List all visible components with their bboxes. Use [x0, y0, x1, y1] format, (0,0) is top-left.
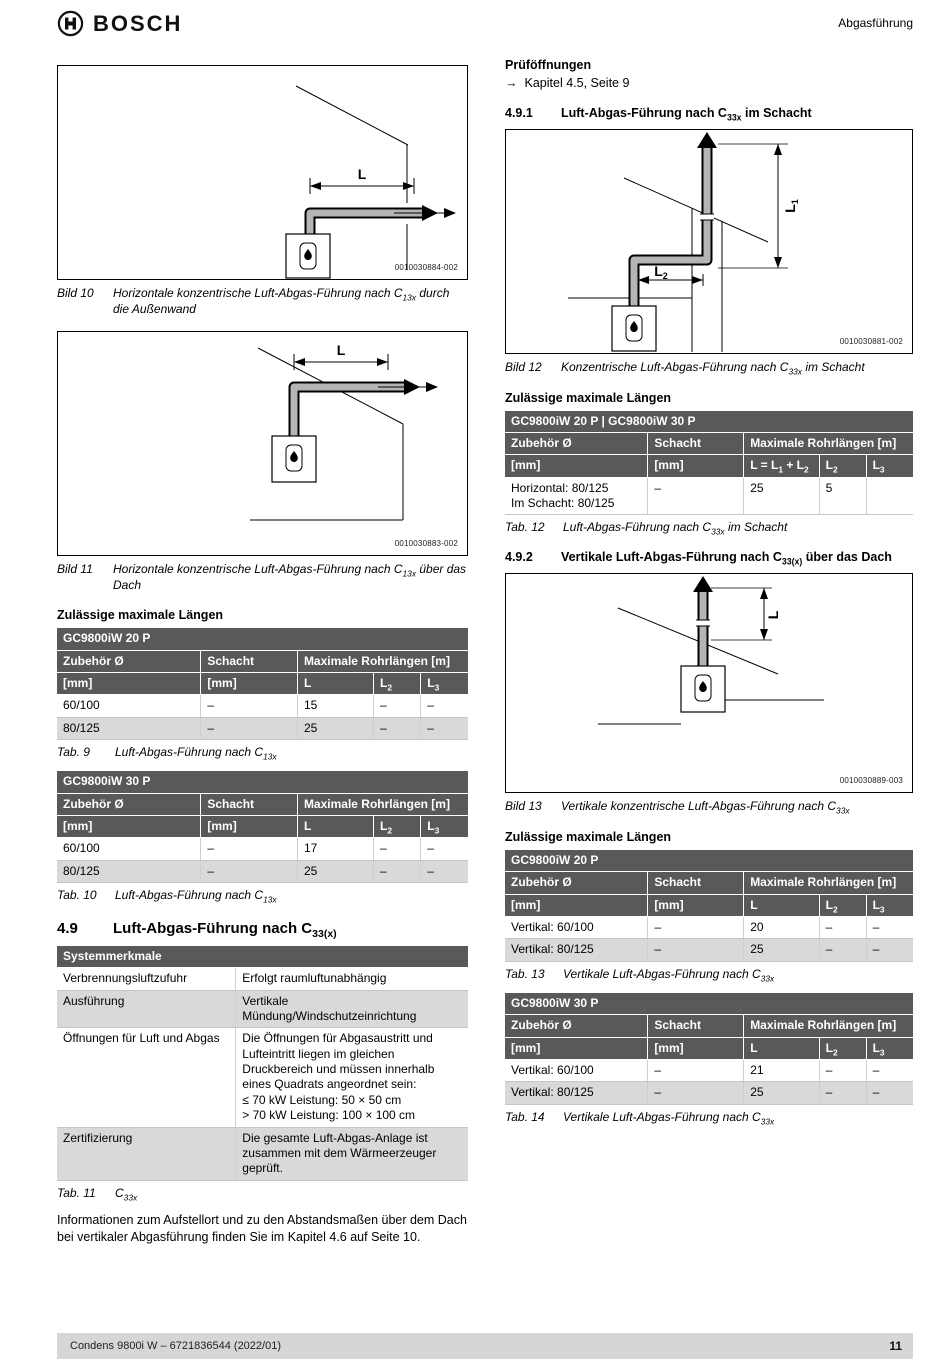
cell: –: [866, 939, 913, 961]
table-row: [57, 860, 468, 882]
cell: Die gesamte Luft-Abgas-Anlage ist zusammen mit dem Wärmeerzeuger geprüft.: [236, 1127, 468, 1180]
table-row: [505, 477, 913, 515]
running-header: Abgasführung: [838, 16, 913, 30]
cell: Vertikal: 80/125: [505, 1082, 648, 1104]
cell: –: [648, 1059, 744, 1081]
col-header: Schacht: [648, 872, 744, 894]
bosch-logo: [57, 10, 182, 37]
cell: –: [201, 695, 298, 717]
cell: [866, 477, 913, 515]
cell: Öffnungen für Luft und Abgas: [57, 1028, 236, 1127]
table-row: [57, 1127, 468, 1180]
cell: 20: [744, 917, 819, 939]
cross-reference: [505, 76, 913, 90]
exhaust-arrow-icon: [444, 208, 456, 218]
left-column: [57, 56, 468, 1245]
exhaust-arrow-icon: [697, 132, 717, 148]
cell: –: [421, 717, 468, 739]
unit-header: $L = L_1 + L_2$: [744, 455, 819, 477]
cell: –: [648, 477, 744, 515]
figure-13-caption: Bild 13 Vertikale konzentrische Luft-Abgas-Führung nach $C_{33x}$: [505, 799, 850, 816]
page-footer: [57, 1333, 913, 1359]
dimension-label-L: L: [765, 611, 781, 620]
cell: 80/125: [57, 860, 201, 882]
unit-header: L: [744, 894, 819, 916]
table-row: [505, 1082, 913, 1104]
cell: –: [819, 1082, 866, 1104]
cell: –: [373, 717, 420, 739]
col-header: Maximale Rohrlängen [m]: [744, 872, 913, 894]
cell: 25: [297, 717, 373, 739]
cell: –: [866, 1059, 913, 1081]
table-row: [57, 968, 468, 990]
cell: –: [866, 1082, 913, 1104]
cell: –: [819, 917, 866, 939]
section-4-9-1-heading: 4.9.1 Luft-Abgas-Führung nach $C_{33x}$ im Schacht: [505, 106, 812, 123]
figure-13: [505, 573, 913, 793]
col-header: Schacht: [201, 793, 298, 815]
cell: –: [648, 939, 744, 961]
unit-header: L: [297, 673, 373, 695]
section-4-9-2-heading: 4.9.2 Vertikale Luft-Abgas-Führung nach $C_{33(x)}$ über das Dach: [505, 550, 892, 567]
unit-header: $L_3$: [866, 894, 913, 916]
cell: –: [819, 1059, 866, 1081]
cell: –: [201, 717, 298, 739]
unit-header: [mm]: [201, 673, 298, 695]
cell: 17: [297, 838, 373, 860]
cell: 21: [744, 1059, 819, 1081]
cross-reference-text: Kapitel 4.5, Seite 9: [524, 76, 630, 90]
unit-header: $L_2$: [373, 673, 420, 695]
table-tab13: [505, 850, 913, 962]
fig10-diagram: [58, 66, 467, 279]
cell: –: [648, 1082, 744, 1104]
table-tab13-caption: Tab. 13 Vertikale Luft-Abgas-Führung nach $C_{33x}$: [505, 966, 775, 984]
cell: –: [421, 860, 468, 882]
flue-pipe: [294, 387, 404, 436]
col-header: Zubehör Ø: [57, 650, 201, 672]
figure-code: 0010030889-003: [839, 776, 903, 786]
col-header: Schacht: [648, 432, 744, 454]
cell: 60/100: [57, 695, 201, 717]
heading-max-lengths: Zulässige maximale Längen: [505, 829, 672, 844]
cell: –: [373, 838, 420, 860]
table-row: [57, 717, 468, 739]
cell: 25: [744, 477, 819, 515]
col-header: Zubehör Ø: [505, 432, 648, 454]
unit-header: $L_3$: [421, 815, 468, 837]
heading-max-lengths: Zulässige maximale Längen: [57, 608, 224, 623]
table-tab10-caption: Tab. 10 Luft-Abgas-Führung nach $C_{13x}$: [57, 887, 277, 905]
col-header: Zubehör Ø: [505, 1015, 648, 1037]
table-row: [57, 695, 468, 717]
table-row: [505, 917, 913, 939]
info-paragraph: Informationen zum Aufstellort und zu den Abstandsmaßen über dem Dach bei vertikaler Abgasführung finden Sie im Kapitel 4.6 auf Seite 10.: [57, 1212, 467, 1244]
unit-header: [mm]: [57, 815, 201, 837]
unit-header: $L_3$: [866, 1037, 913, 1059]
cell: Zertifizierung: [57, 1127, 236, 1180]
figure-code: 0010030884-002: [394, 263, 458, 272]
table-tab11: [57, 946, 468, 1181]
cell: Die Öffnungen für Abgasaustritt und Lufteintritt liegen im gleichen Druckbereich und müssen innerhalb eines Quadrats angeordnet sein: ≤ 70 kW Leistung: 50 × 50 cm > 70 kW Leistung: 100 × 100 cm: [236, 1028, 468, 1127]
arrow-icon: →: [505, 76, 518, 90]
table-tab14: [505, 993, 913, 1105]
cell: Verbrennungsluftzufuhr: [57, 968, 236, 990]
unit-header: $L_2$: [819, 894, 866, 916]
cell: 15: [297, 695, 373, 717]
col-header: Schacht: [201, 650, 298, 672]
figure-12: [505, 129, 913, 354]
dimension-label-L2: $L_2$: [654, 263, 668, 281]
cell: 25: [744, 1082, 819, 1104]
table-row: [57, 838, 468, 860]
unit-header: [mm]: [648, 455, 744, 477]
fig12-diagram: [506, 130, 912, 353]
cell: 5: [819, 477, 866, 515]
heading-max-lengths: Zulässige maximale Längen: [505, 390, 672, 405]
unit-header: [mm]: [505, 894, 648, 916]
figure-code: 0010030881-002: [839, 337, 903, 346]
table-row: [505, 1059, 913, 1081]
unit-header: [mm]: [201, 815, 298, 837]
pruef-title: Prüföffnungen: [505, 58, 592, 72]
unit-header: [mm]: [505, 455, 648, 477]
unit-header: L: [297, 815, 373, 837]
unit-header: $L_3$: [866, 455, 913, 477]
col-header: Maximale Rohrlängen [m]: [297, 793, 468, 815]
cell: 25: [297, 860, 373, 882]
cell: –: [421, 838, 468, 860]
cell: Vertikale Mündung/Windschutzeinrichtung: [236, 990, 468, 1028]
unit-header: $L_3$: [421, 673, 468, 695]
cell: Vertikal: 60/100: [505, 1059, 648, 1081]
cell: –: [648, 917, 744, 939]
table-tab9: [57, 628, 468, 740]
unit-header: $L_2$: [819, 455, 866, 477]
fig13-diagram: [506, 574, 912, 792]
exhaust-arrow-icon: [426, 382, 438, 392]
figure-11-caption: Bild 11 Horizontale konzentrische Luft-Abgas-Führung nach $C_{13x}$ über das Dach: [57, 562, 467, 592]
page-number: 11: [889, 1339, 902, 1353]
table-tab12-caption: Tab. 12 Luft-Abgas-Führung nach $C_{33x}$ im Schacht: [505, 520, 788, 537]
figure-code: 0010030883-002: [394, 539, 458, 549]
table-tab10: [57, 771, 468, 883]
unit-header: $L_2$: [373, 815, 420, 837]
table-title: GC9800iW 30 P: [505, 993, 913, 1015]
table-title: GC9800iW 20 P: [505, 850, 913, 872]
cell: –: [421, 695, 468, 717]
exhaust-arrow-icon: [693, 576, 713, 592]
unit-header: [mm]: [57, 673, 201, 695]
cell: –: [819, 939, 866, 961]
bosch-anchor-icon: [57, 10, 84, 37]
cell: Ausführung: [57, 990, 236, 1028]
content-columns: [57, 56, 913, 1245]
page-header: [57, 10, 913, 37]
table-row: [57, 990, 468, 1028]
table-title: GC9800iW 30 P: [57, 771, 468, 793]
section-4-9-heading: 4.9 Luft-Abgas-Führung nach $C_{33(x)}$: [57, 919, 337, 940]
cell: –: [201, 860, 298, 882]
unit-header: L: [744, 1037, 819, 1059]
brand-name: BOSCH: [93, 10, 183, 36]
table-tab14-caption: Tab. 14 Vertikale Luft-Abgas-Führung nach $C_{33x}$: [505, 1109, 775, 1126]
table-title: GC9800iW 20 P: [57, 628, 468, 650]
col-header: Maximale Rohrlängen [m]: [744, 1015, 913, 1037]
figure-11: [57, 331, 468, 556]
cell: –: [866, 917, 913, 939]
table-title: Systemmerkmale: [57, 946, 468, 968]
figure-12-caption: Bild 12 Konzentrische Luft-Abgas-Führung nach $C_{33x}$ im Schacht: [505, 360, 865, 377]
dimension-label-L: L: [357, 166, 367, 182]
col-header: Maximale Rohrlängen [m]: [744, 432, 913, 454]
figure-10: [57, 65, 468, 280]
cell: –: [201, 838, 298, 860]
dimension-label-L: L: [336, 342, 346, 359]
table-row: [505, 939, 913, 961]
table-title: GC9800iW 20 P | GC9800iW 30 P: [505, 411, 913, 433]
col-header: Zubehör Ø: [505, 872, 648, 894]
table-row: [57, 1028, 468, 1127]
cell: Vertikal: 60/100: [505, 917, 648, 939]
cell: Horizontal: 80/125 Im Schacht: 80/125: [505, 477, 648, 515]
unit-header: [mm]: [648, 894, 744, 916]
table-tab9-caption: Tab. 9 Luft-Abgas-Führung nach $C_{13x}$: [57, 745, 277, 762]
unit-header: [mm]: [505, 1037, 648, 1059]
unit-header: $L_2$: [819, 1037, 866, 1059]
col-header: Maximale Rohrlängen [m]: [297, 650, 468, 672]
cell: Vertikal: 80/125: [505, 939, 648, 961]
figure-10-caption: Bild 10 Horizontale konzentrische Luft-Abgas-Führung nach $C_{13x}$ durch die Außenwand: [57, 286, 450, 316]
cell: Erfolgt raumluftunabhängig: [236, 968, 468, 990]
table-tab12: [505, 411, 913, 516]
cell: 80/125: [57, 717, 201, 739]
document-id: Condens 9800i W – 6721836544 (2022/01): [70, 1340, 281, 1352]
table-tab11-caption: Tab. 11 $C_{33x}$: [57, 1185, 138, 1203]
cell: 25: [744, 939, 819, 961]
col-header: Schacht: [648, 1015, 744, 1037]
cell: 60/100: [57, 838, 201, 860]
col-header: Zubehör Ø: [57, 793, 201, 815]
cell: –: [373, 860, 420, 882]
cell: –: [373, 695, 420, 717]
unit-header: [mm]: [648, 1037, 744, 1059]
fig11-diagram: [58, 332, 467, 555]
right-column: [505, 56, 913, 1245]
dimension-label-L1: $L_1$: [782, 199, 800, 213]
